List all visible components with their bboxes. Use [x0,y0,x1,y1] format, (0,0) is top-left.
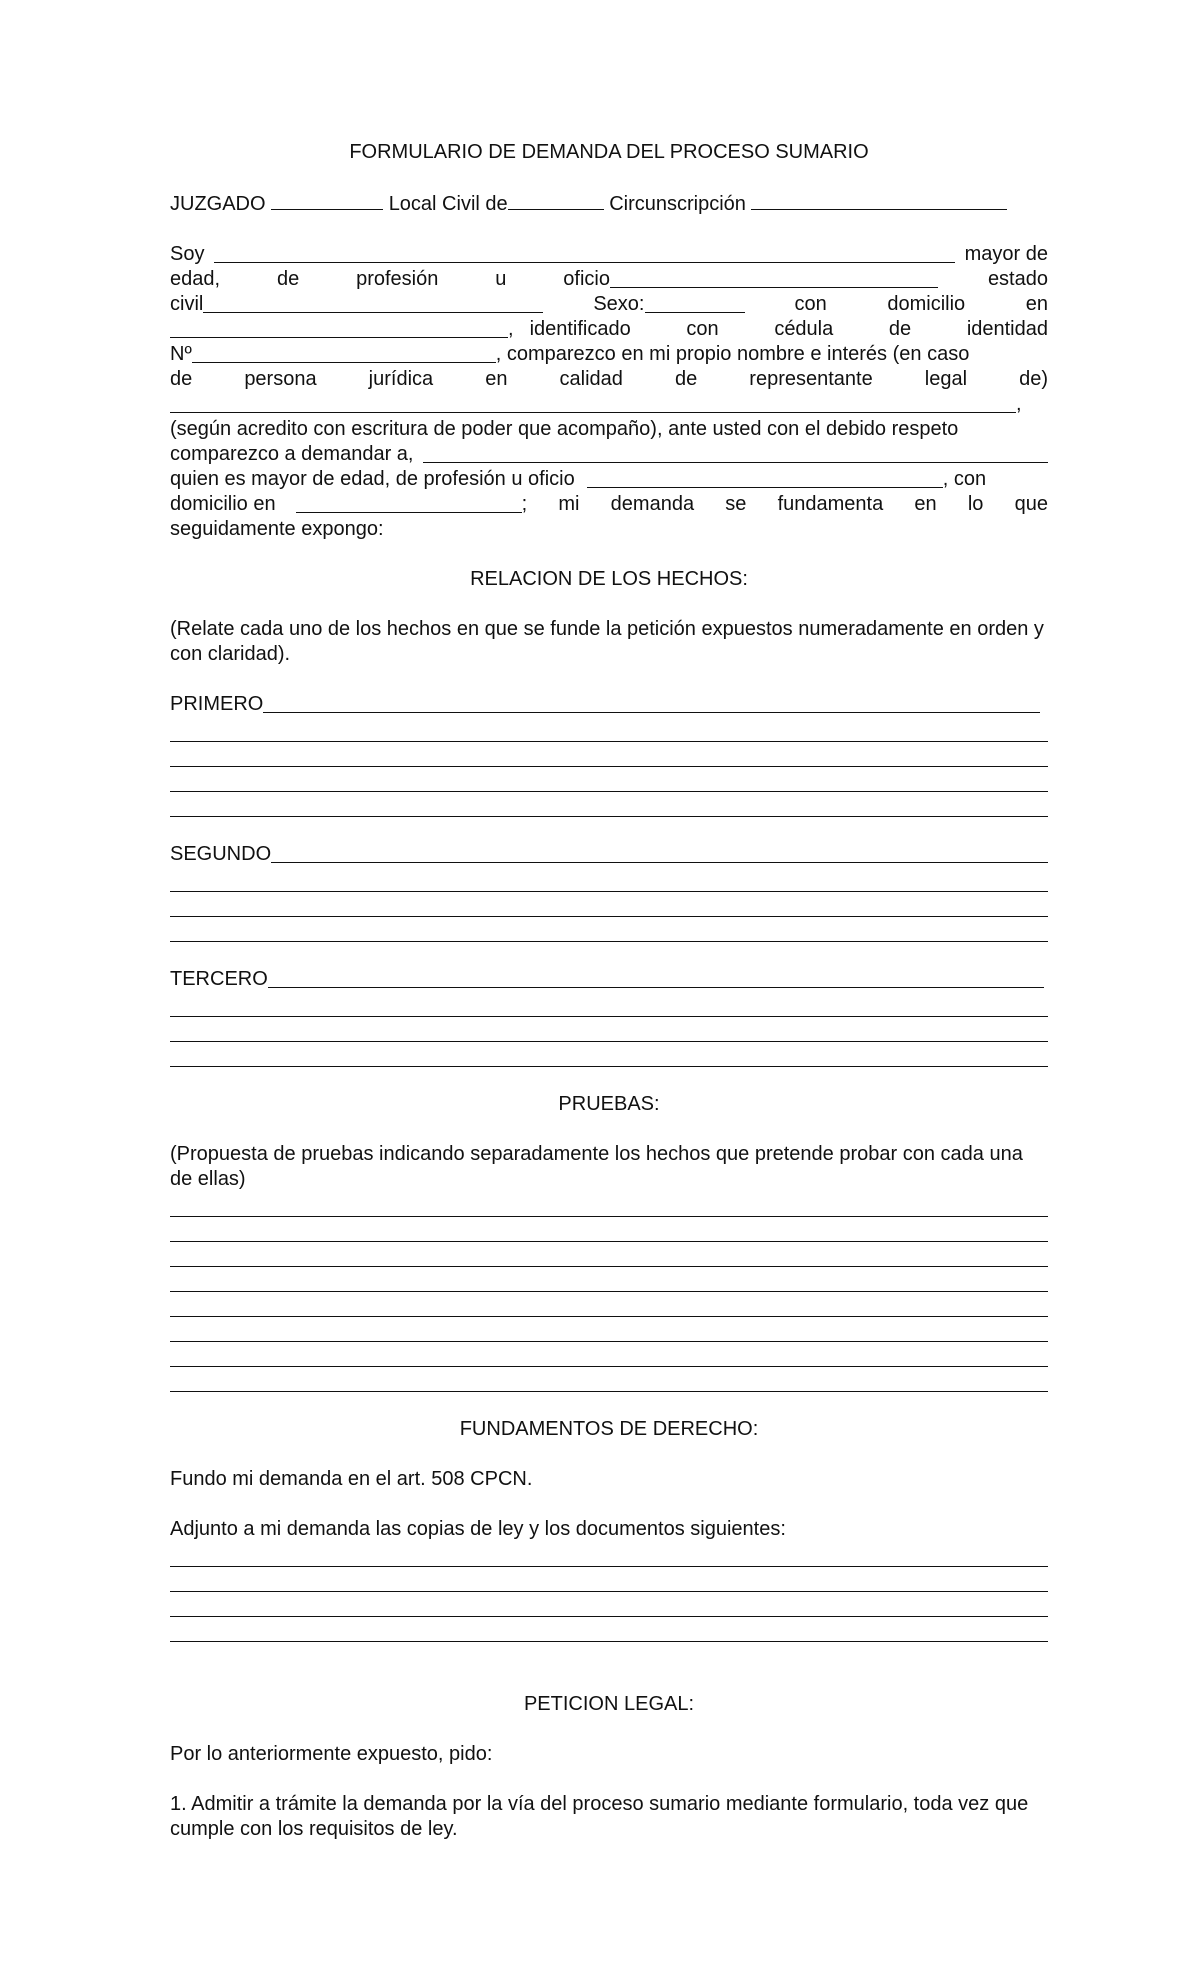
word-de-5: de) [1019,368,1048,390]
pruebas-line-3[interactable] [170,1242,1048,1267]
form-content [170,140,1048,1842]
word-persona: persona [244,368,317,390]
estado-civil-blank[interactable] [203,293,543,313]
adjunto-line-4[interactable] [170,1617,1048,1642]
pruebas-line-5[interactable] [170,1292,1048,1317]
domicilio-label: domicilio en [170,493,276,515]
form-title: FORMULARIO DE DEMANDA DEL PROCESO SUMARIO [349,141,869,163]
numero-line [170,342,1048,367]
adjunto-line-2[interactable] [170,1567,1048,1592]
primero-line [170,692,1048,717]
seguidamente-line: seguidamente expongo: [170,518,384,540]
word-cedula: cédula [774,318,834,340]
segundo-line [170,842,1048,867]
hechos-instruction: (Relate cada uno de los hechos en que se funde la petición expuestos numeradamente en orden y con claridad). [170,618,1044,665]
domicilio-line [170,492,1048,517]
quien-line [170,467,1048,492]
word-oficio: oficio [563,268,610,290]
persona-juridica-blank[interactable] [170,393,1016,413]
persona-juridica-line [170,367,1048,392]
word-domicilio: domicilio [887,293,966,315]
tercero-label: TERCERO [170,968,268,990]
segundo-label: SEGUNDO [170,843,272,865]
word-calidad: calidad [559,368,623,390]
word-juridica: jurídica [368,368,434,390]
juzgado-label: JUZGADO [170,193,266,215]
tercero-line-2[interactable] [170,992,1048,1017]
fundamentos-heading: FUNDAMENTOS DE DERECHO: [459,1418,759,1440]
comma-label: , [508,318,514,340]
con-label: , con [942,468,987,490]
pruebas-line-7[interactable] [170,1342,1048,1367]
demandado-profesion-blank[interactable] [587,468,943,488]
comparezco-text: , comparezco en mi propio nombre e interés (en caso [495,343,970,365]
estado-label: estado [987,268,1048,290]
word-profesion: profesión [356,268,439,290]
numero-label: Nº [170,343,192,365]
tercero-line-4[interactable] [170,1042,1048,1067]
demandar-line [170,442,1048,467]
fundo-text: Fundo mi demanda en el art. 508 CPCN. [170,1468,533,1490]
peticion-heading: PETICION LEGAL: [523,1693,695,1715]
soy-label: Soy [170,243,205,265]
adjunto-line-1[interactable] [170,1542,1048,1567]
word-identidad: identidad [966,318,1048,340]
circunscripcion-label: Circunscripción [609,193,746,215]
circunscripcion-blank[interactable] [751,190,1007,210]
tercero-line [170,967,1048,992]
por-lo-text: Por lo anteriormente expuesto, pido: [170,1743,493,1765]
pruebas-line-8[interactable] [170,1367,1048,1392]
court-line [170,190,1048,217]
name-blank[interactable] [214,243,954,263]
demandar-label: comparezco a demandar a, [170,443,414,465]
primero-blank[interactable] [263,693,1040,713]
pruebas-line-2[interactable] [170,1217,1048,1242]
word-con-2: con [686,318,719,340]
tercero-line-3[interactable] [170,1017,1048,1042]
word-legal: legal [924,368,968,390]
segundo-line-3[interactable] [170,892,1048,917]
pruebas-line-4[interactable] [170,1267,1048,1292]
word-en: en [1025,293,1048,315]
hechos-heading: RELACION DE LOS HECHOS: [470,568,748,590]
primero-line-4[interactable] [170,767,1048,792]
word-de-3: de [170,368,193,390]
mi-demanda-text: ; mi demanda se fundamenta en lo que [521,493,1048,515]
word-identificado: identificado [529,318,631,340]
pruebas-heading: PRUEBAS: [558,1093,660,1115]
primero-line-2[interactable] [170,717,1048,742]
adjunto-line-3[interactable] [170,1592,1048,1617]
cedula-blank[interactable] [192,343,496,363]
pruebas-line-6[interactable] [170,1317,1048,1342]
profesion-blank[interactable] [610,268,938,288]
primero-line-5[interactable] [170,792,1048,817]
sexo-label: Sexo: [593,293,645,315]
word-de-2: de [888,318,912,340]
segundo-line-4[interactable] [170,917,1048,942]
segun-line: (según acredito con escritura de poder que acompaño), ante usted con el debido respeto [170,418,959,440]
pruebas-instruction: (Propuesta de pruebas indicando separadamente los hechos que pretende probar con cada una de ellas) [170,1143,1023,1190]
demandado-blank[interactable] [423,443,1048,463]
word-representante: representante [749,368,873,390]
word-u: u [495,268,507,290]
civil-label: civil [170,293,204,315]
primero-line-3[interactable] [170,742,1048,767]
persona-blank-line [170,392,1048,417]
identificado-line [170,317,1048,342]
primero-label: PRIMERO [170,693,264,715]
demandado-domicilio-blank[interactable] [296,493,522,513]
word-con: con [794,293,827,315]
local-civil-blank[interactable] [508,190,604,210]
word-de-4: de [674,368,698,390]
soy-line [170,242,1048,267]
word-en-2: en [485,368,508,390]
word-de: de [276,268,300,290]
segundo-line-2[interactable] [170,867,1048,892]
domicilio-blank[interactable] [170,318,508,338]
civil-line [170,292,1048,317]
edad-line [170,267,1048,292]
peticion-item-1: 1. Admitir a trámite la demanda por la vía del proceso sumario mediante formulario, toda vez que cumple con los requisitos de ley. [170,1793,1029,1840]
segundo-blank[interactable] [271,843,1048,863]
mayor-de-label: mayor de [964,243,1048,265]
juzgado-blank[interactable] [271,190,383,210]
adjunto-text: Adjunto a mi demanda las copias de ley y los documentos siguientes: [170,1518,786,1540]
word-edad: edad, [170,268,221,290]
tercero-blank[interactable] [268,968,1044,988]
pruebas-line-1[interactable] [170,1192,1048,1217]
quien-label: quien es mayor de edad, de profesión u oficio [170,468,575,490]
sexo-blank[interactable] [645,293,745,313]
local-civil-label: Local Civil de [388,193,508,215]
comma-label-2: , [1016,393,1022,415]
